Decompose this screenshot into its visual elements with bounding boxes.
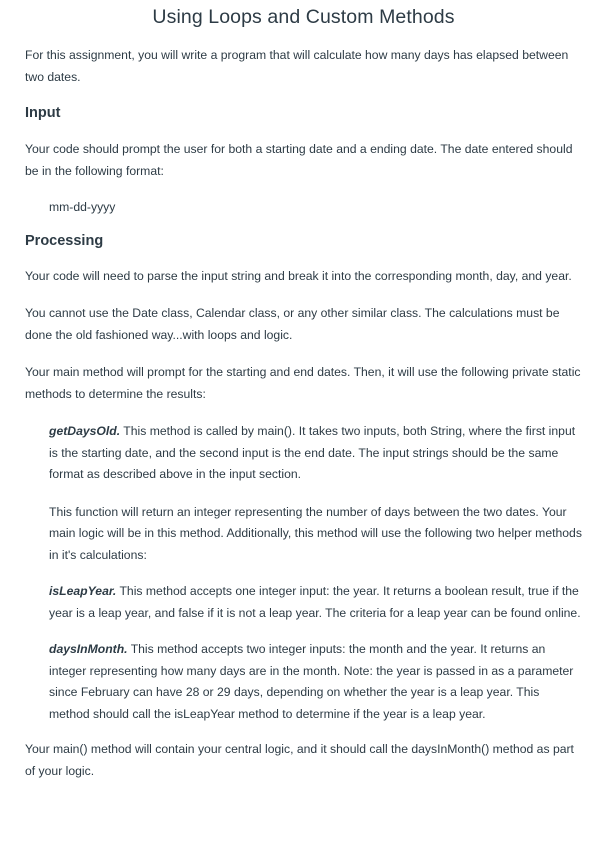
parse-paragraph: Your code will need to parse the input string and break it into the corresponding month, day, and year. xyxy=(25,268,572,283)
isleapyear-method-name: isLeapYear. xyxy=(49,584,117,598)
isleapyear-description: This method accepts one integer input: the year. It returns a boolean result, true if the year is a leap year, and false if it is not a leap year. The criteria for a leap year can be found online. xyxy=(49,584,581,620)
processing-heading: Processing xyxy=(25,232,104,249)
input-paragraph: Your code should prompt the user for both a starting date and a ending date. The date entered should be in the following format: xyxy=(25,142,573,178)
daysinmonth-description: This method accepts two integer inputs: the month and the year. It returns an integer representing how many days are in the month. Note: the year is passed in as a parameter since February can have 28 or 29 days, depending on whether the year is a leap year. This method should call the isLeapYear method to determine if the year is a leap year. xyxy=(49,642,574,721)
intro-paragraph: For this assignment, you will write a program that will calculate how many days has elapsed between two dates. xyxy=(25,48,569,84)
daysinmonth-paragraph xyxy=(25,639,582,725)
final-paragraph: Your main() method will contain your central logic, and it should call the daysInMonth() method as part of your logic. xyxy=(25,742,574,778)
function-paragraph: This function will return an integer representing the number of days between the two dates. Your main logic will be in this method. Additionally, this method will use the following two helper methods in it's calculations: xyxy=(49,504,582,562)
daysinmonth-method-name: daysInMonth. xyxy=(49,642,128,656)
input-heading: Input xyxy=(25,105,61,121)
getdaysold-description: This method is called by main(). It takes two inputs, both String, where the first input is the starting date, and the second input is the end date. The input strings should be the same format as described above in the input section. xyxy=(49,424,576,481)
getdaysold-method-name: getDaysOld. xyxy=(49,424,121,438)
getdaysold-paragraph xyxy=(25,421,582,486)
main-method-paragraph: Your main method will prompt for the starting and end dates. Then, it will use the following private static methods to determine the results: xyxy=(25,365,581,401)
restriction-paragraph: You cannot use the Date class, Calendar class, or any other similar class. The calculations must be done the old fashioned way...with loops and logic. xyxy=(25,306,560,342)
date-format-example: mm-dd-yyyy xyxy=(49,200,116,214)
page-title: Using Loops and Custom Methods xyxy=(152,6,455,28)
isleapyear-paragraph xyxy=(25,581,582,624)
